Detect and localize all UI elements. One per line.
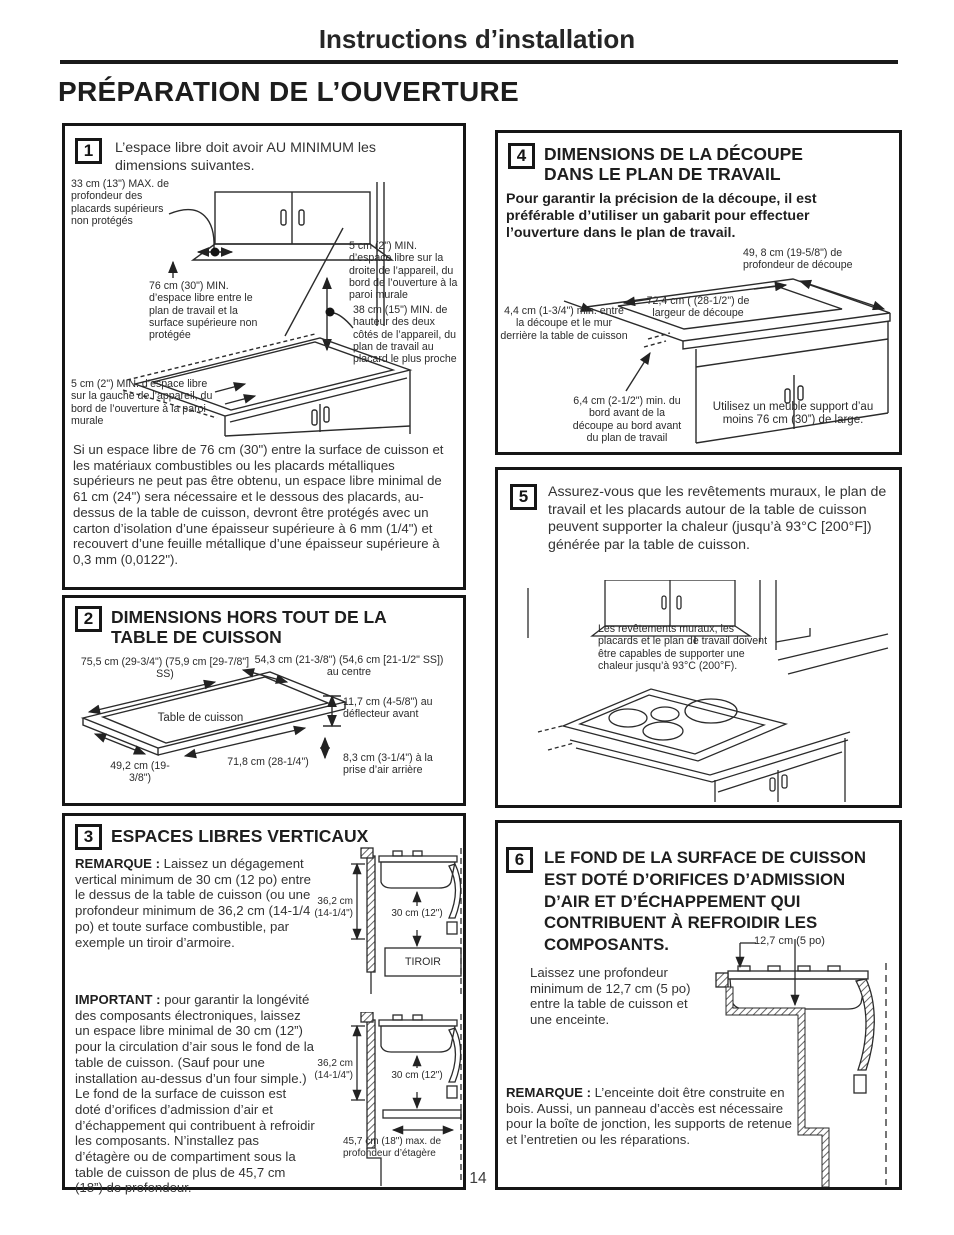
- section-3-box: [62, 813, 466, 1196]
- label-support-cabinet: Utilisez un meuble support d’au moins 76 cm (30”) de large.: [712, 401, 874, 427]
- label-front-gap: 6,4 cm (2-1/2") min. du bord avant de la découpe au bord avant du plan de travail: [572, 395, 682, 444]
- vertical-clearance-shelf-diagram: [309, 1012, 463, 1186]
- callout-dot: [326, 308, 335, 317]
- step-1-intro: L’espace libre doit avoir AU MINIMUM les dimensions suivantes.: [115, 140, 376, 174]
- label-counter-clearance: 76 cm (30") MIN. d’espace libre entre le plan de travail et la surface supérieure non protégée: [149, 280, 258, 342]
- step-6-title: LE FOND DE LA SURFACE DE CUISSON EST DOTÉ D’ORIFICES D’ADMISSION D’AIR ET D’ÉCHAPPEMENT QUI CONTRIBUENT À REFROIDIR LES COMPOSANTS.: [544, 848, 866, 955]
- heat-diagram-art: [510, 580, 890, 802]
- label-left-clearance: 5 cm (2") MIN. d’espace libre sur la gauche de l’appareil, du bord de l’ouverture à la paroi murale: [71, 378, 213, 427]
- label-cabinet-depth: 33 cm (13") MAX. de profondeur des placards supérieurs non protégés: [71, 178, 169, 227]
- step-1-paragraph: Si un espace libre de 76 cm (30") entre la surface de cuisson et les matériaux combustibles ou les placards métalliques supérieurs ne peut pas être obtenu, un espace libre minimal de 61 cm (24") sera nécessaire et le dessous des placards, au-dessus de la table de cuisson, devront être protégés avec un carton d’isolation d’une épaisseur supérieure à 6 mm (1/4") et recouvert d’une feuille métallique d’une épaisseur supérieure à 0,3 mm (0,0122").: [73, 442, 444, 567]
- doc-title: Instructions d’installation: [318, 24, 636, 54]
- section-6-box: [495, 820, 902, 1190]
- enclosure-diagram: [698, 935, 893, 1187]
- label-overall-width: 75,5 cm (29-3/4") (75,9 cm [29-7/8"] SS): [80, 656, 250, 681]
- page-number: 14: [469, 1170, 487, 1187]
- cooktop-dimensions-diagram: [75, 654, 453, 800]
- label-cut-depth: 49, 8 cm (19-5/8") de profondeur de découpe: [743, 247, 853, 272]
- section-5-box: [495, 467, 902, 808]
- remark6-text: L’enceinte doit être construite en bois. Aussi, un panneau d’accès est nécessaire pour la boîte de jonction, les supports de retenue et l’entretien ou les réparations.: [506, 1085, 792, 1148]
- section-4-box: [495, 130, 902, 455]
- step-5-number: 5: [510, 484, 537, 510]
- step-6-number: 6: [506, 847, 533, 873]
- step-3-remark: [75, 856, 311, 950]
- label-left-width: 49,2 cm (19-3/8"): [110, 760, 170, 785]
- step-6-remark: [506, 1085, 800, 1148]
- enclosure-diagram-art: [698, 935, 893, 1187]
- label-heat-tolerance: Les revêtements muraux, les placards et le plan de travail doivent être capables de supporter une chaleur jusqu’à 93°C (200°F).: [598, 623, 768, 672]
- label-rear-gap: 4,4 cm (1-3/4") min. entre la découpe et le mur derrière la table de cuisson: [500, 305, 628, 342]
- cutout-diagram: [498, 243, 899, 452]
- remark-text: Laissez un dégagement vertical minimum de 30 cm (12 po) entre le dessus de la table de cuisson (ou une profondeur minimum de 36,2 cm (14-1/4 po) et toute surface combustible, par exemple un tiroir d’armoire.: [75, 856, 311, 950]
- heat-tolerance-diagram: [510, 580, 890, 802]
- step-1-number: 1: [75, 138, 102, 164]
- label-depth-center: 54,3 cm (21-3/8") (54,6 cm [21-1/2" SS]) au centre: [254, 654, 444, 679]
- label-clearance-bottom: 30 cm (12"): [391, 1070, 443, 1081]
- clearance-diagram: [65, 178, 463, 438]
- page-heading: PRÉPARATION DE L’OUVERTURE: [58, 76, 520, 107]
- label-drawer: TIROIR: [405, 956, 441, 968]
- step-3-title: ESPACES LIBRES VERTICAUX: [111, 826, 369, 846]
- remark6-prefix: REMARQUE :: [506, 1085, 591, 1100]
- label-side-height: 38 cm (15") MIN. de hauteur des deux côtés de l’appareil, du plan de travail au placard le plus proche: [353, 304, 457, 366]
- step-4-number: 4: [508, 143, 535, 169]
- step-3-important: [75, 992, 315, 1196]
- label-shelf-depth: 45,7 cm (18") max. de profondeur d’étagère: [343, 1136, 442, 1159]
- label-cooktop-surface: Table de cuisson: [157, 712, 244, 724]
- step-6-depth-text: Laissez une profondeur minimum de 12,7 cm (5 po) entre la table de cuisson et une enceinte.: [530, 965, 691, 1028]
- shelf-diagram-art: [309, 1012, 463, 1186]
- label-depth-top: 36,2 cm (14-1/4"): [314, 896, 353, 919]
- important-prefix: IMPORTANT :: [75, 992, 161, 1007]
- vertical-clearance-drawer-diagram: [309, 844, 463, 1004]
- remark-prefix: REMARQUE :: [75, 856, 160, 871]
- label-depth-bottom: 36,2 cm (14-1/4"): [314, 1058, 353, 1081]
- callout-dot: [211, 248, 220, 257]
- title-rule: [60, 60, 898, 64]
- label-front-deflector: 11,7 cm (4-5/8") au déflecteur avant: [343, 696, 433, 721]
- label-clearance-top: 30 cm (12"): [391, 908, 443, 919]
- label-rear-vent: 8,3 cm (3-1/4") à la prise d’air arrière: [343, 752, 433, 777]
- step-4-intro: Pour garantir la précision de la découpe, il est préférable d’utiliser un gabarit pour effectuer l’ouverture dans le plan de travail.: [506, 191, 817, 241]
- drawer-diagram-art: [309, 844, 463, 1004]
- label-enclosure-depth: 12,7 cm (5 po): [754, 935, 825, 947]
- step-3-number: 3: [75, 824, 102, 850]
- step-4-title: DIMENSIONS DE LA DÉCOUPE DANS LE PLAN DE TRAVAIL: [544, 144, 803, 184]
- label-bottom-width: 71,8 cm (28-1/4"): [227, 756, 309, 768]
- important-text: pour garantir la longévité des composants électroniques, laissez un espace libre minimal de 30 cm (12”) pour la circulation d’air sous le fond de la table de cuisson. (Sauf pour une installation au-dessus d’un four simple.) Le fond de la surface de cuisson est doté d’orifices d’admission d’air et d’échappement qui contribuent à refroidir les composants. N’installez pas d’étagère ou de compartiment sous la table de cuisson de plus de 45,7 cm (18”) de profondeur.: [75, 992, 315, 1196]
- step-2-number: 2: [75, 606, 102, 632]
- section-1-box: [62, 123, 466, 590]
- label-right-clearance: 5 cm (2") MIN. d’espace libre sur la droite de l’appareil, du bord de l’ouverture à la paroi murale: [349, 240, 458, 302]
- section-2-box: [62, 595, 466, 806]
- step-5-text: Assurez-vous que les revêtements muraux, le plan de travail et les placards autour de la table de cuisson peuvent supporter la chaleur (jusqu’à 93°C [200°F]) générée par la table de cuisson.: [548, 484, 887, 553]
- label-cut-width: 72,4 cm ( (28-1/2") de largeur de découpe: [646, 295, 750, 320]
- step-2-title: DIMENSIONS HORS TOUT DE LA TABLE DE CUISSON: [111, 607, 387, 647]
